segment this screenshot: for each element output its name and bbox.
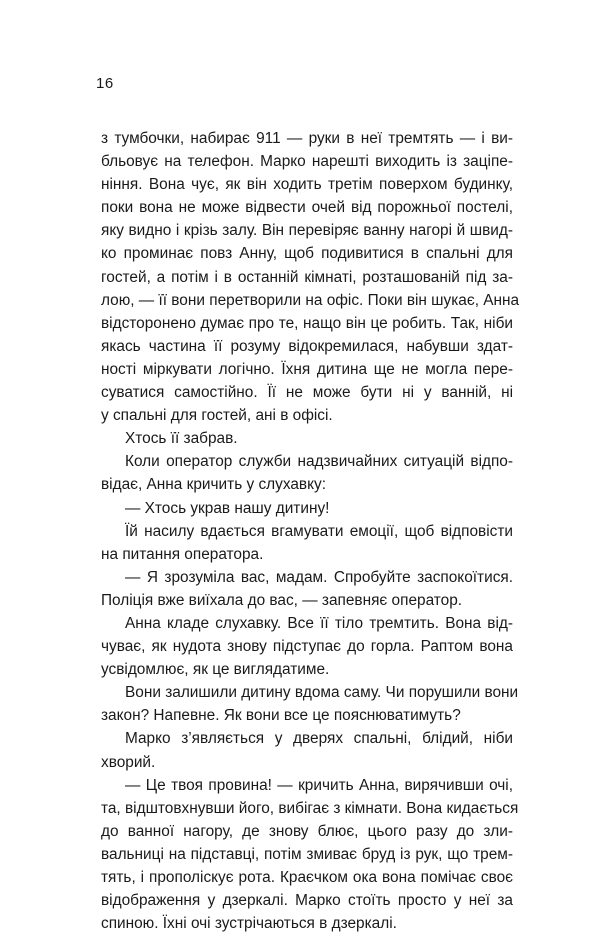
text-line: ніння. Вона чує, як він ходить третім поверхом будинку, bbox=[101, 176, 513, 194]
text-line: якась частина її розуму відокремилася, набувши здат- bbox=[101, 337, 513, 355]
text-line: відсторонено думає про те, нащо він це робить. Так, ніби bbox=[101, 314, 513, 332]
body-text bbox=[101, 127, 520, 935]
page-number: 16 bbox=[96, 75, 114, 92]
text-line: бльовує на телефон. Марко нарешті виходить із заціпе- bbox=[101, 153, 513, 171]
text-line: спиною. Їхні очі зустрічаються в дзеркалі. bbox=[101, 915, 397, 933]
text-line: до ванної нагору, де знову блює, цього разу до зли- bbox=[101, 822, 513, 840]
text-line: вальниці на підставці, потім змиває бруд із рук, що трем- bbox=[101, 845, 513, 863]
text-line: гостей, а потім і в останній кімнаті, розташованій під за- bbox=[101, 268, 513, 286]
text-line: Їй насилу вдається вгамувати емоції, щоб відповісти bbox=[125, 522, 513, 540]
text-line: відає, Анна кричить у слухавку: bbox=[101, 476, 326, 494]
text-line: у спальні для гостей, ані в офісі. bbox=[101, 407, 333, 425]
text-line: Поліція вже виїхала до вас, — запевняє оператор. bbox=[101, 591, 463, 609]
text-line: Вони залишили дитину вдома саму. Чи порушили вони bbox=[125, 684, 519, 702]
text-line: Хтось її забрав. bbox=[125, 430, 238, 448]
text-line: — Хтось украв нашу дитину! bbox=[125, 499, 330, 517]
text-line: Анна кладе слухавку. Все її тіло тремтить. Вона від- bbox=[125, 614, 513, 632]
text-line: поки вона не може відвести очей від порожньої постелі, bbox=[101, 199, 513, 217]
text-line: ності міркувати логічно. Їхня дитина ще не могла пере- bbox=[101, 360, 513, 378]
text-line: тять, і прополіскує рота. Краєчком ока вона помічає своє bbox=[101, 869, 513, 886]
text-line: суватися самостійно. Її не може бути ні у ванній, ні bbox=[101, 384, 513, 402]
text-line: — Я зрозуміла вас, мадам. Спробуйте заспокоїтися. bbox=[125, 568, 513, 586]
text-line: Коли оператор служби надзвичайних ситуацій відпо- bbox=[125, 453, 513, 471]
text-line: Марко з’являється у дверях спальні, блідий, ніби bbox=[125, 730, 513, 748]
text-line: та, відштовхнувши його, вибігає з кімнати. Вона кидається bbox=[101, 799, 519, 817]
text-line: яку видно і крізь залу. Він перевіряє ванну нагорі й швид- bbox=[101, 222, 513, 240]
text-line: відображення у дзеркалі. Марко стоїть просто у неї за bbox=[101, 892, 513, 910]
text-line: ко проминає повз Анну, щоб подивитися в спальні для bbox=[101, 245, 513, 263]
text-line: лою, — її вони перетворили на офіс. Поки він шукає, Анна bbox=[101, 291, 520, 309]
text-line: — Це твоя провина! — кричить Анна, вирячивши очі, bbox=[125, 776, 513, 794]
text-line: чуває, як нудота знову підступає до горла. Раптом вона bbox=[101, 638, 513, 656]
text-line: з тумбочки, набирає 911 — руки в неї тремтять — і ви- bbox=[101, 130, 513, 147]
text-line: закон? Напевне. Як вони все це пояснюватимуть? bbox=[101, 707, 461, 725]
text-line: усвідомлює, як це виглядатиме. bbox=[101, 661, 330, 679]
text-line: хворий. bbox=[101, 753, 156, 771]
text-line: на питання оператора. bbox=[101, 545, 264, 563]
